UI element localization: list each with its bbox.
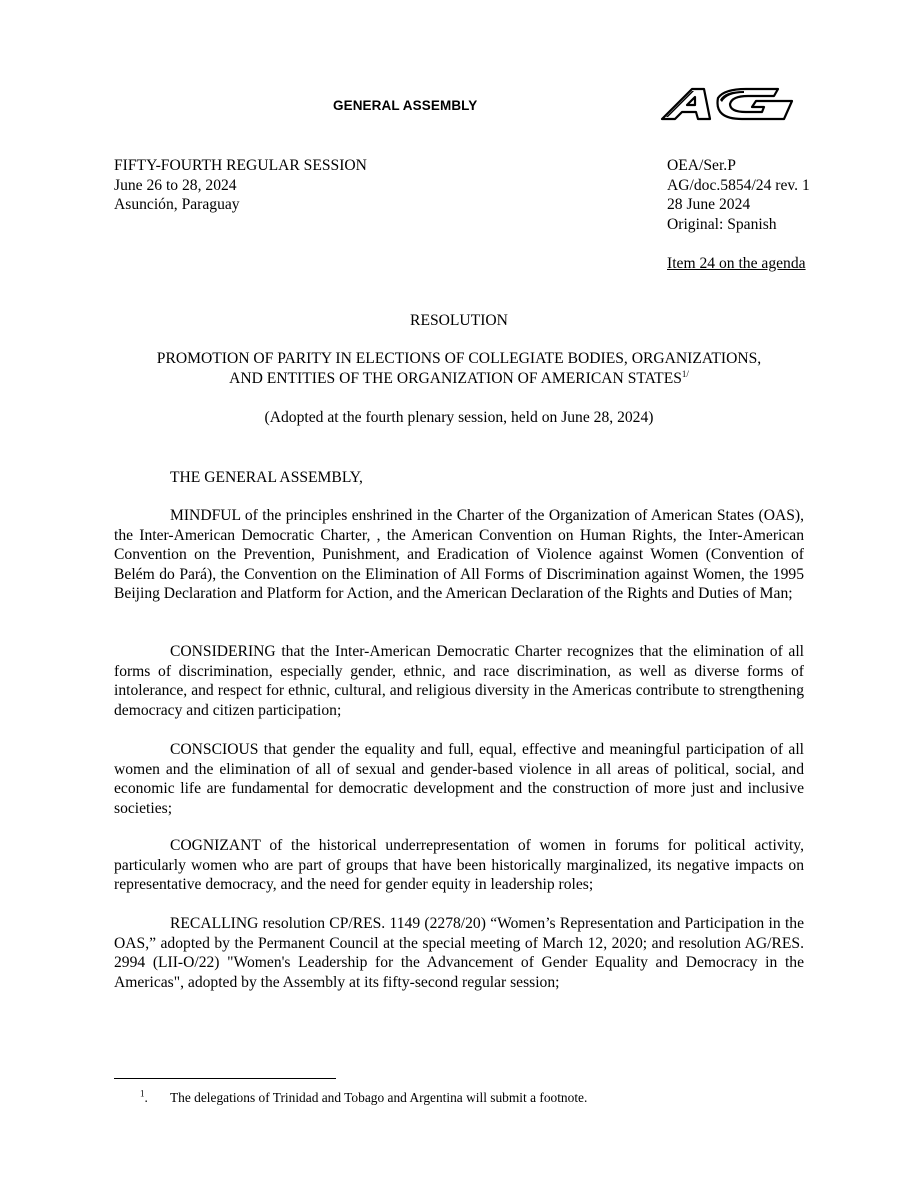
resolution-title <box>114 349 804 388</box>
resolution-label: RESOLUTION <box>410 312 508 329</box>
paragraph-considering <box>114 642 804 720</box>
paragraph-cognizant <box>114 836 804 895</box>
resolution-title-line-2 <box>114 369 804 389</box>
document-info <box>667 156 810 234</box>
document-original-language: Original: Spanish <box>667 215 777 233</box>
general-assembly-preamble: THE GENERAL ASSEMBLY, <box>170 469 363 486</box>
paragraph-recalling <box>114 914 804 992</box>
footnote <box>140 1089 587 1106</box>
title-footnote-reference: 1/ <box>681 368 689 379</box>
adoption-note: (Adopted at the fourth plenary session, held on June 28, 2024) <box>264 409 654 426</box>
document-number: AG/doc.5854/24 rev. 1 <box>667 176 810 194</box>
paragraph-conscious <box>114 740 804 818</box>
paragraph-mindful <box>114 506 804 604</box>
agenda-item: Item 24 on the agenda <box>667 255 806 272</box>
session-dates: June 26 to 28, 2024 <box>114 176 237 194</box>
ag-logo <box>658 86 796 122</box>
footnote-number: 1 <box>140 1088 145 1099</box>
resolution-title-line-1: PROMOTION OF PARITY IN ELECTIONS OF COLLEGIATE BODIES, ORGANIZATIONS, <box>156 350 762 367</box>
paragraph-text: COGNIZANT of the historical underrepresentation of women in forums for political activity, particularly women who are part of groups that have been historically marginalized, its negative impacts on representative democracy, and the need for gender equity in leadership roles; <box>114 837 804 894</box>
paragraph-text: CONSIDERING that the Inter-American Democratic Charter recognizes that the elimination of all forms of discrimination, especially gender, ethnic, and race discrimination, as well as diverse forms of intolerance, and respect for ethnic, cultural, and religious diversity in the Americas contribute to strengthening democracy and citizen participation; <box>114 643 804 719</box>
paragraph-text: MINDFUL of the principles enshrined in the Charter of the Organization of American States (OAS), the Inter-American Democratic Charter, , the American Convention on Human Rights, the Inter-American Convention on the Prevention, Punishment, and Eradication of Violence against Women (Convention of Belém do Pará), the Convention on the Elimination of All Forms of Discrimination against Women, the 1995 Beijing Declaration and Platform for Action, and the American Declaration of the Rights and Duties of Man; <box>114 507 804 603</box>
general-assembly-heading: GENERAL ASSEMBLY <box>333 98 478 113</box>
document-series: OEA/Ser.P <box>667 157 736 174</box>
footnote-divider <box>114 1078 336 1079</box>
footnote-number-wrapper: $^1$. <box>140 1088 148 1105</box>
paragraph-text: CONSCIOUS that gender the equality and full, equal, effective and meaningful participation of all women and the elimination of all of sexual and gender-based violence in all areas of political, social, and economic life are fundamental for democratic development and the construction of more just and inclusive societies; <box>114 741 804 817</box>
paragraph-text: RECALLING resolution CP/RES. 1149 (2278/20) “Women’s Representation and Participation in the OAS,” adopted by the Permanent Council at the special meeting of March 12, 2020; and resolution AG/RES. 2994 (LII-O/22) "Women's Leadership for the Advancement of Gender Equality and Democracy in the Americas", adopted by the Assembly at its fifty-second regular session; <box>114 915 804 991</box>
resolution-title-line-2-text: AND ENTITIES OF THE ORGANIZATION OF AMERICAN STATES <box>229 369 682 387</box>
document-date: 28 June 2024 <box>667 196 751 214</box>
session-info <box>114 156 367 215</box>
session-name: FIFTY-FOURTH REGULAR SESSION <box>114 157 367 174</box>
session-location: Asunción, Paraguay <box>114 196 240 214</box>
footnote-text: The delegations of Trinidad and Tobago and Argentina will submit a footnote. <box>170 1090 588 1105</box>
